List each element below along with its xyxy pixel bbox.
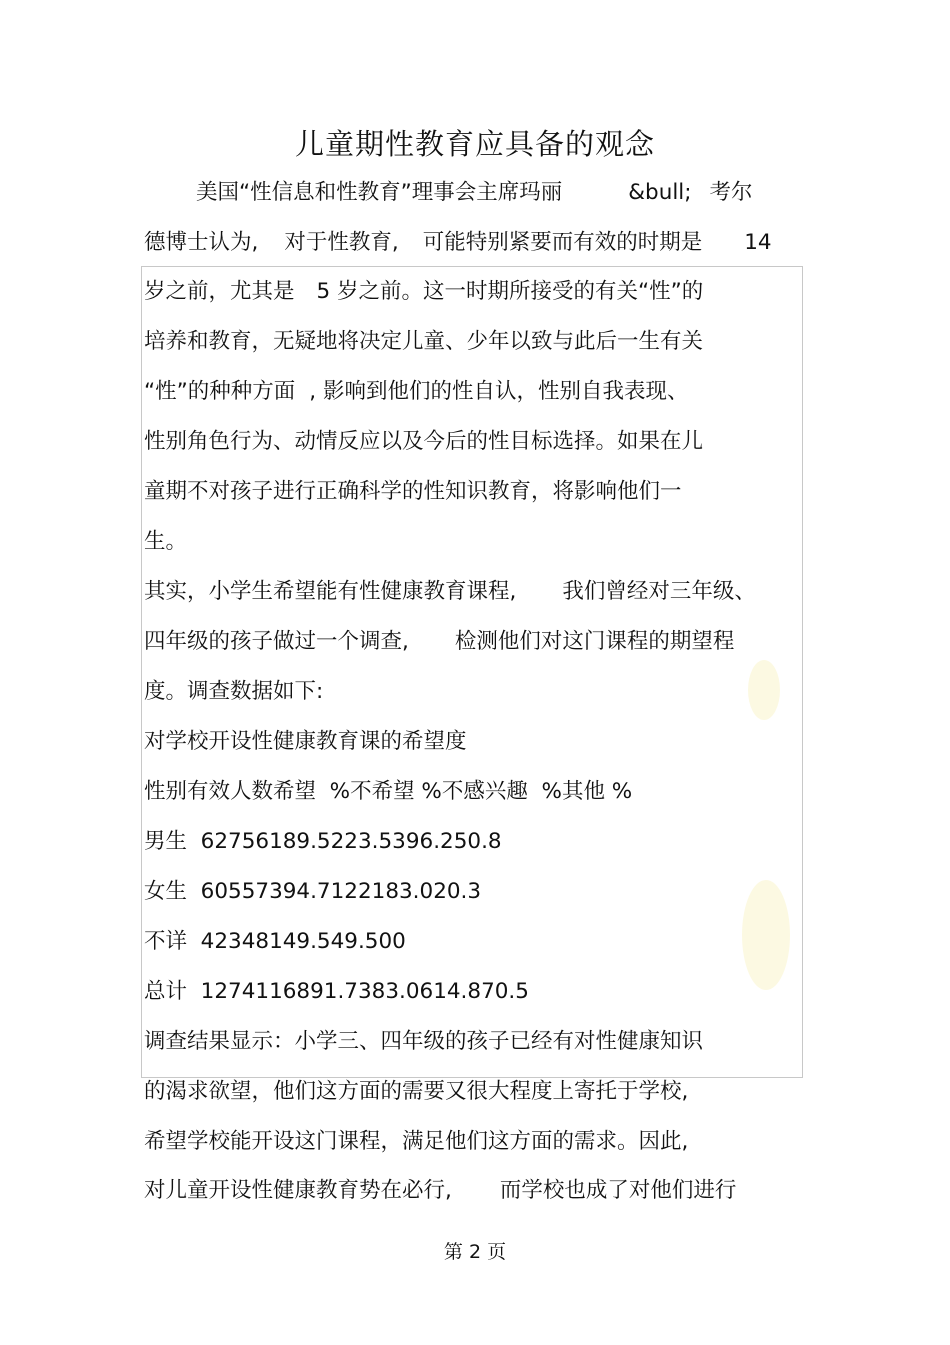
text-line [144,277,703,307]
text-run: &bull; [628,180,692,205]
table-caption: 对学校开设性健康教育课的希望度 [144,729,467,754]
text-line: 的渴求欲望，他们这方面的需要又很大程度上寄托于学校, [144,1079,689,1104]
text-line [144,1176,736,1206]
text-run: 对儿童开设性健康教育势在必行, [144,1178,452,1203]
text-run: 可能特别紧要而有效的时期是 [422,230,703,255]
text-run: 检测他们对这门课程的期望程 [454,629,735,654]
text-line: 希望学校能开设这门课程，满足他们这方面的需求。因此, [144,1129,689,1154]
page-title: 儿童期性教育应具备的观念 [294,127,655,161]
text-line [144,228,772,258]
text-run: 岁之前，尤其是 [144,279,295,304]
text-line [144,577,756,607]
text-run: 而学校也成了对他们进行 [499,1178,737,1203]
text-run: 14 [744,230,772,255]
text-run: 德博士认为, [144,230,259,255]
text-run: 我们曾经对三年级、 [562,579,756,604]
table-header: 性别有效人数希望 %不希望 %不感兴趣 %其他 % [144,779,633,804]
text-line [196,178,753,208]
text-line [144,377,688,407]
page-number: 第 2 页 [443,1241,507,1263]
text-line [144,627,734,657]
text-run: 5 岁之前。这一时期所接受的有关“性”的 [316,279,704,304]
text-run: 考尔 [709,180,753,205]
text-run: 其实，小学生希望能有性健康教育课程, [144,579,517,604]
text-run: 美国“性信息和性教育”理事会主席玛丽 [196,180,563,205]
table-row: 男生 62756189.5223.5396.250.8 [144,829,502,854]
text-run: 四年级的孩子做过一个调查, [144,629,409,654]
table-row: 不详 42348149.549.500 [144,929,406,954]
text-line: 调查结果显示：小学三、四年级的孩子已经有对性健康知识 [144,1029,704,1054]
text-line: 童期不对孩子进行正确科学的性知识教育，将影响他们一 [144,479,682,504]
text-run: “性”的种种方面 [144,379,296,404]
table-row: 女生 60557394.7122183.020.3 [144,879,482,904]
text-line: 度。调查数据如下: [144,679,324,704]
text-run: 对于性教育, [284,230,399,255]
text-line: 性别角色行为、动情反应以及今后的性目标选择。如果在儿 [144,429,704,454]
table-row: 总计 1274116891.7383.0614.870.5 [144,979,529,1004]
text-line: 生。 [144,529,188,554]
text-run: , 影响到他们的性自认，性别自我表现、 [309,379,689,404]
text-line: 培养和教育，无疑地将决定儿童、少年以致与此后一生有关 [144,329,704,354]
